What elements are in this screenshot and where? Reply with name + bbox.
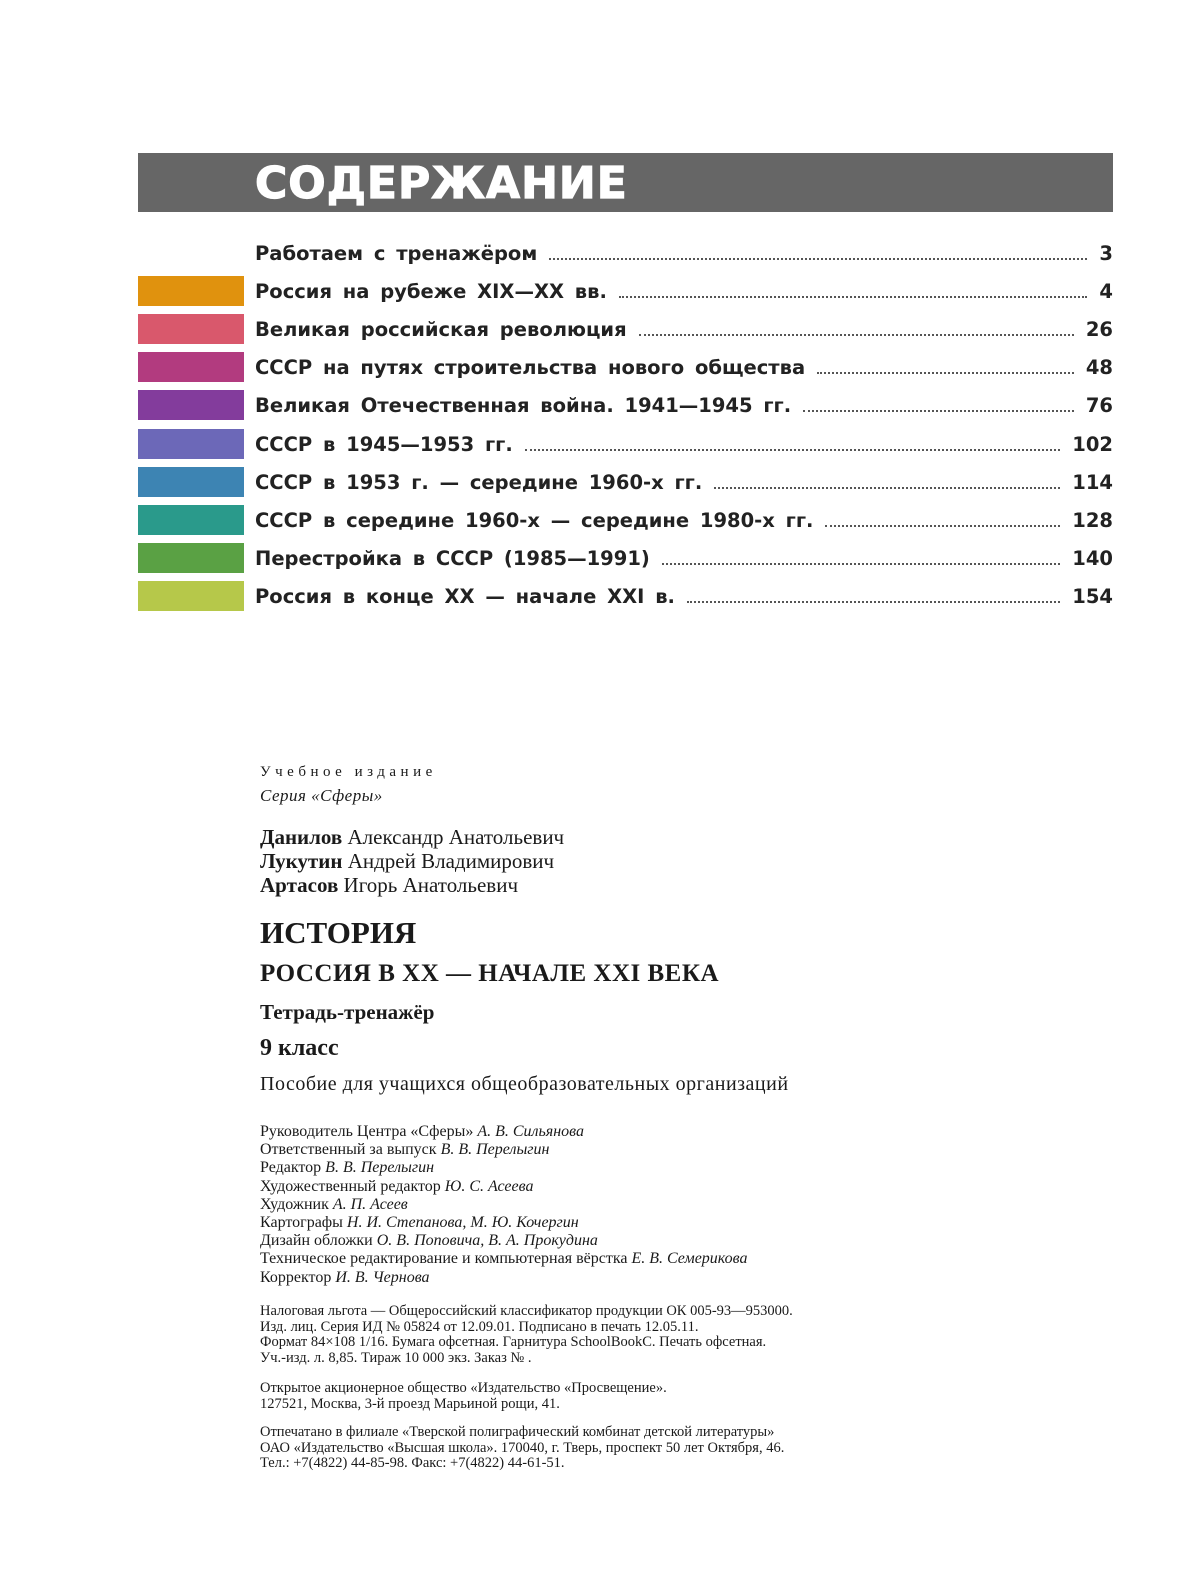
imprint-line: Налоговая льгота — Общероссийский классификатор продукции ОК 005-93—953000. — [260, 1303, 793, 1319]
toc-entry-line — [255, 352, 1113, 382]
credit-line — [260, 1159, 748, 1177]
toc-dot-leader — [662, 563, 1060, 565]
author-first-names: Андрей Владимирович — [347, 849, 555, 873]
toc-entry-line — [255, 314, 1113, 344]
toc-page-number: 76 — [1085, 393, 1113, 417]
toc-entry[interactable] — [138, 314, 1113, 344]
toc-page-number: 114 — [1072, 470, 1113, 494]
toc-entry[interactable] — [138, 276, 1113, 306]
publisher-details — [260, 1381, 667, 1412]
author-line — [260, 873, 518, 898]
author-line — [260, 849, 554, 874]
toc-entry[interactable] — [138, 429, 1113, 459]
toc-dot-leader — [803, 410, 1074, 412]
toc-entry[interactable] — [138, 581, 1113, 611]
toc-page-number: 102 — [1072, 432, 1113, 456]
credit-role: Дизайн обложки — [260, 1232, 373, 1250]
imprint-line: Отпечатано в филиале «Тверской полиграфический комбинат детской литературы» — [260, 1424, 775, 1440]
edition-type: Учебное издание — [260, 764, 437, 780]
author-first-names: Игорь Анатольевич — [343, 873, 519, 897]
credit-role: Художественный редактор — [260, 1177, 441, 1195]
toc-page-number: 154 — [1072, 584, 1113, 608]
toc-entry-label: Великая Отечественная война. 1941—1945 гг. — [255, 393, 792, 417]
toc-page-number: 48 — [1085, 355, 1113, 379]
credit-name: Ю. С. Асеева — [444, 1177, 534, 1195]
author-last-name: Артасов — [260, 873, 339, 897]
section-color-swatch — [138, 543, 244, 573]
toc-entry-line — [255, 429, 1113, 459]
credit-role: Руководитель Центра «Сферы» — [260, 1123, 474, 1140]
book-title: ИСТОРИЯ — [260, 915, 417, 950]
publication-details — [260, 1304, 793, 1366]
toc-dot-leader — [817, 372, 1074, 374]
section-color-swatch — [138, 581, 244, 611]
credit-role: Корректор — [260, 1268, 332, 1286]
section-color-swatch — [138, 429, 244, 459]
book-grade: 9 класс — [260, 1035, 339, 1061]
toc-entry[interactable] — [138, 390, 1113, 420]
imprint-line: Тел.: +7(4822) 44-85-98. Факс: +7(4822) 44-61-51. — [260, 1455, 565, 1472]
credits-block — [260, 1123, 748, 1287]
author-last-name: Данилов — [260, 825, 343, 849]
imprint-line: Открытое акционерное общество «Издательство «Просвещение». — [260, 1380, 667, 1396]
toc-dot-leader — [525, 449, 1061, 451]
toc-page-number: 4 — [1099, 279, 1113, 303]
book-subtitle: РОССИЯ В XX — НАЧАЛЕ XXI ВЕКА — [260, 960, 720, 987]
contents-header-bar — [138, 153, 1113, 212]
credit-name: В. В. Перелыгин — [440, 1141, 550, 1159]
author-line — [260, 825, 564, 850]
credit-line — [260, 1141, 748, 1159]
credit-line — [260, 1178, 748, 1196]
toc-entry[interactable] — [138, 543, 1113, 573]
printer-details — [260, 1425, 784, 1472]
credit-name: Н. И. Степанова, М. Ю. Кочергин — [346, 1214, 579, 1232]
toc-entry-label: Россия на рубеже XIX—XX вв. — [255, 279, 607, 303]
series-name: Серия «Сферы» — [260, 786, 383, 805]
toc-page-number: 3 — [1099, 241, 1113, 265]
toc-dot-leader — [687, 601, 1060, 603]
imprint-line: ОАО «Издательство «Высшая школа». 170040, г. Тверь, проспект 50 лет Октября, 46. — [260, 1439, 785, 1456]
section-color-swatch — [138, 352, 244, 382]
credit-name: А. В. Сильянова — [477, 1123, 585, 1140]
toc-dot-leader — [639, 334, 1074, 336]
credit-name: И. В. Чернова — [335, 1268, 430, 1286]
toc-entry[interactable] — [138, 467, 1113, 497]
section-color-swatch — [138, 505, 244, 535]
toc-dot-leader — [825, 525, 1060, 527]
toc-entry-label: Россия в конце XX — начале XXI в. — [255, 584, 675, 608]
toc-entry[interactable] — [138, 505, 1113, 535]
toc-dot-leader — [619, 296, 1088, 298]
toc-page-number: 140 — [1072, 546, 1113, 570]
credit-name: В. В. Перелыгин — [325, 1159, 435, 1177]
toc-entry-label: Работаем с тренажёром — [255, 241, 538, 265]
section-color-swatch — [138, 467, 244, 497]
toc-entry-label: Перестройка в СССР (1985—1991) — [255, 546, 650, 570]
section-color-swatch — [138, 390, 244, 420]
credit-line — [260, 1123, 748, 1141]
toc-entry-label: СССР в середине 1960-х — середине 1980-х гг. — [255, 508, 814, 532]
toc-entry-line — [255, 581, 1113, 611]
book-purpose: Пособие для учащихся общеобразовательных организаций — [260, 1073, 789, 1095]
credit-line — [260, 1214, 748, 1232]
toc-page-number: 26 — [1085, 317, 1113, 341]
toc-page-number: 128 — [1072, 508, 1113, 532]
toc-dot-leader — [549, 258, 1087, 260]
imprint-line: Формат 84×108 1/16. Бумага офсетная. Гарнитура SchoolBookC. Печать офсетная. — [260, 1334, 767, 1351]
credit-line — [260, 1250, 748, 1268]
author-last-name: Лукутин — [260, 849, 343, 873]
credit-name: О. В. Поповича, В. А. Прокудина — [376, 1232, 598, 1250]
toc-entry-line — [255, 505, 1113, 535]
toc-entry-label: СССР в 1953 г. — середине 1960-х гг. — [255, 470, 703, 494]
credit-line — [260, 1232, 748, 1250]
credit-role: Редактор — [260, 1159, 322, 1177]
book-type: Тетрадь-тренажёр — [260, 1000, 435, 1024]
toc-entry-label: СССР в 1945—1953 гг. — [255, 432, 513, 456]
imprint-line: Уч.-изд. л. 8,85. Тираж 10 000 экз. Заказ № . — [260, 1349, 532, 1366]
toc-entry-label: Великая российская революция — [255, 317, 627, 341]
toc-entry-line — [255, 467, 1113, 497]
imprint-line: Изд. лиц. Серия ИД № 05824 от 12.09.01. Подписано в печать 12.05.11. — [260, 1318, 699, 1335]
section-color-swatch — [138, 314, 244, 344]
credit-role: Ответственный за выпуск — [260, 1141, 437, 1159]
credit-role: Картографы — [260, 1214, 343, 1232]
credit-name: А. П. Асеев — [332, 1195, 408, 1213]
toc-entry-line — [255, 543, 1113, 573]
toc-entry[interactable] — [138, 352, 1113, 382]
toc-entry-line — [255, 276, 1113, 306]
toc-dot-leader — [714, 487, 1060, 489]
credit-line — [260, 1269, 748, 1287]
toc-entry-line — [255, 238, 1113, 268]
credit-role: Художник — [260, 1195, 329, 1213]
toc-entry-label: СССР на путях строительства нового общества — [255, 355, 806, 379]
contents-title: СОДЕРЖАНИЕ — [255, 158, 628, 209]
credit-name: Е. В. Семерикова — [631, 1250, 748, 1268]
toc-entry-line — [255, 390, 1113, 420]
toc-entry[interactable] — [138, 238, 1113, 268]
author-first-names: Александр Анатольевич — [347, 825, 565, 849]
section-color-swatch — [138, 276, 244, 306]
credit-role: Техническое редактирование и компьютерная вёрстка — [260, 1250, 628, 1268]
imprint-line: 127521, Москва, 3-й проезд Марьиной рощи, 41. — [260, 1395, 560, 1412]
credit-line — [260, 1196, 748, 1214]
